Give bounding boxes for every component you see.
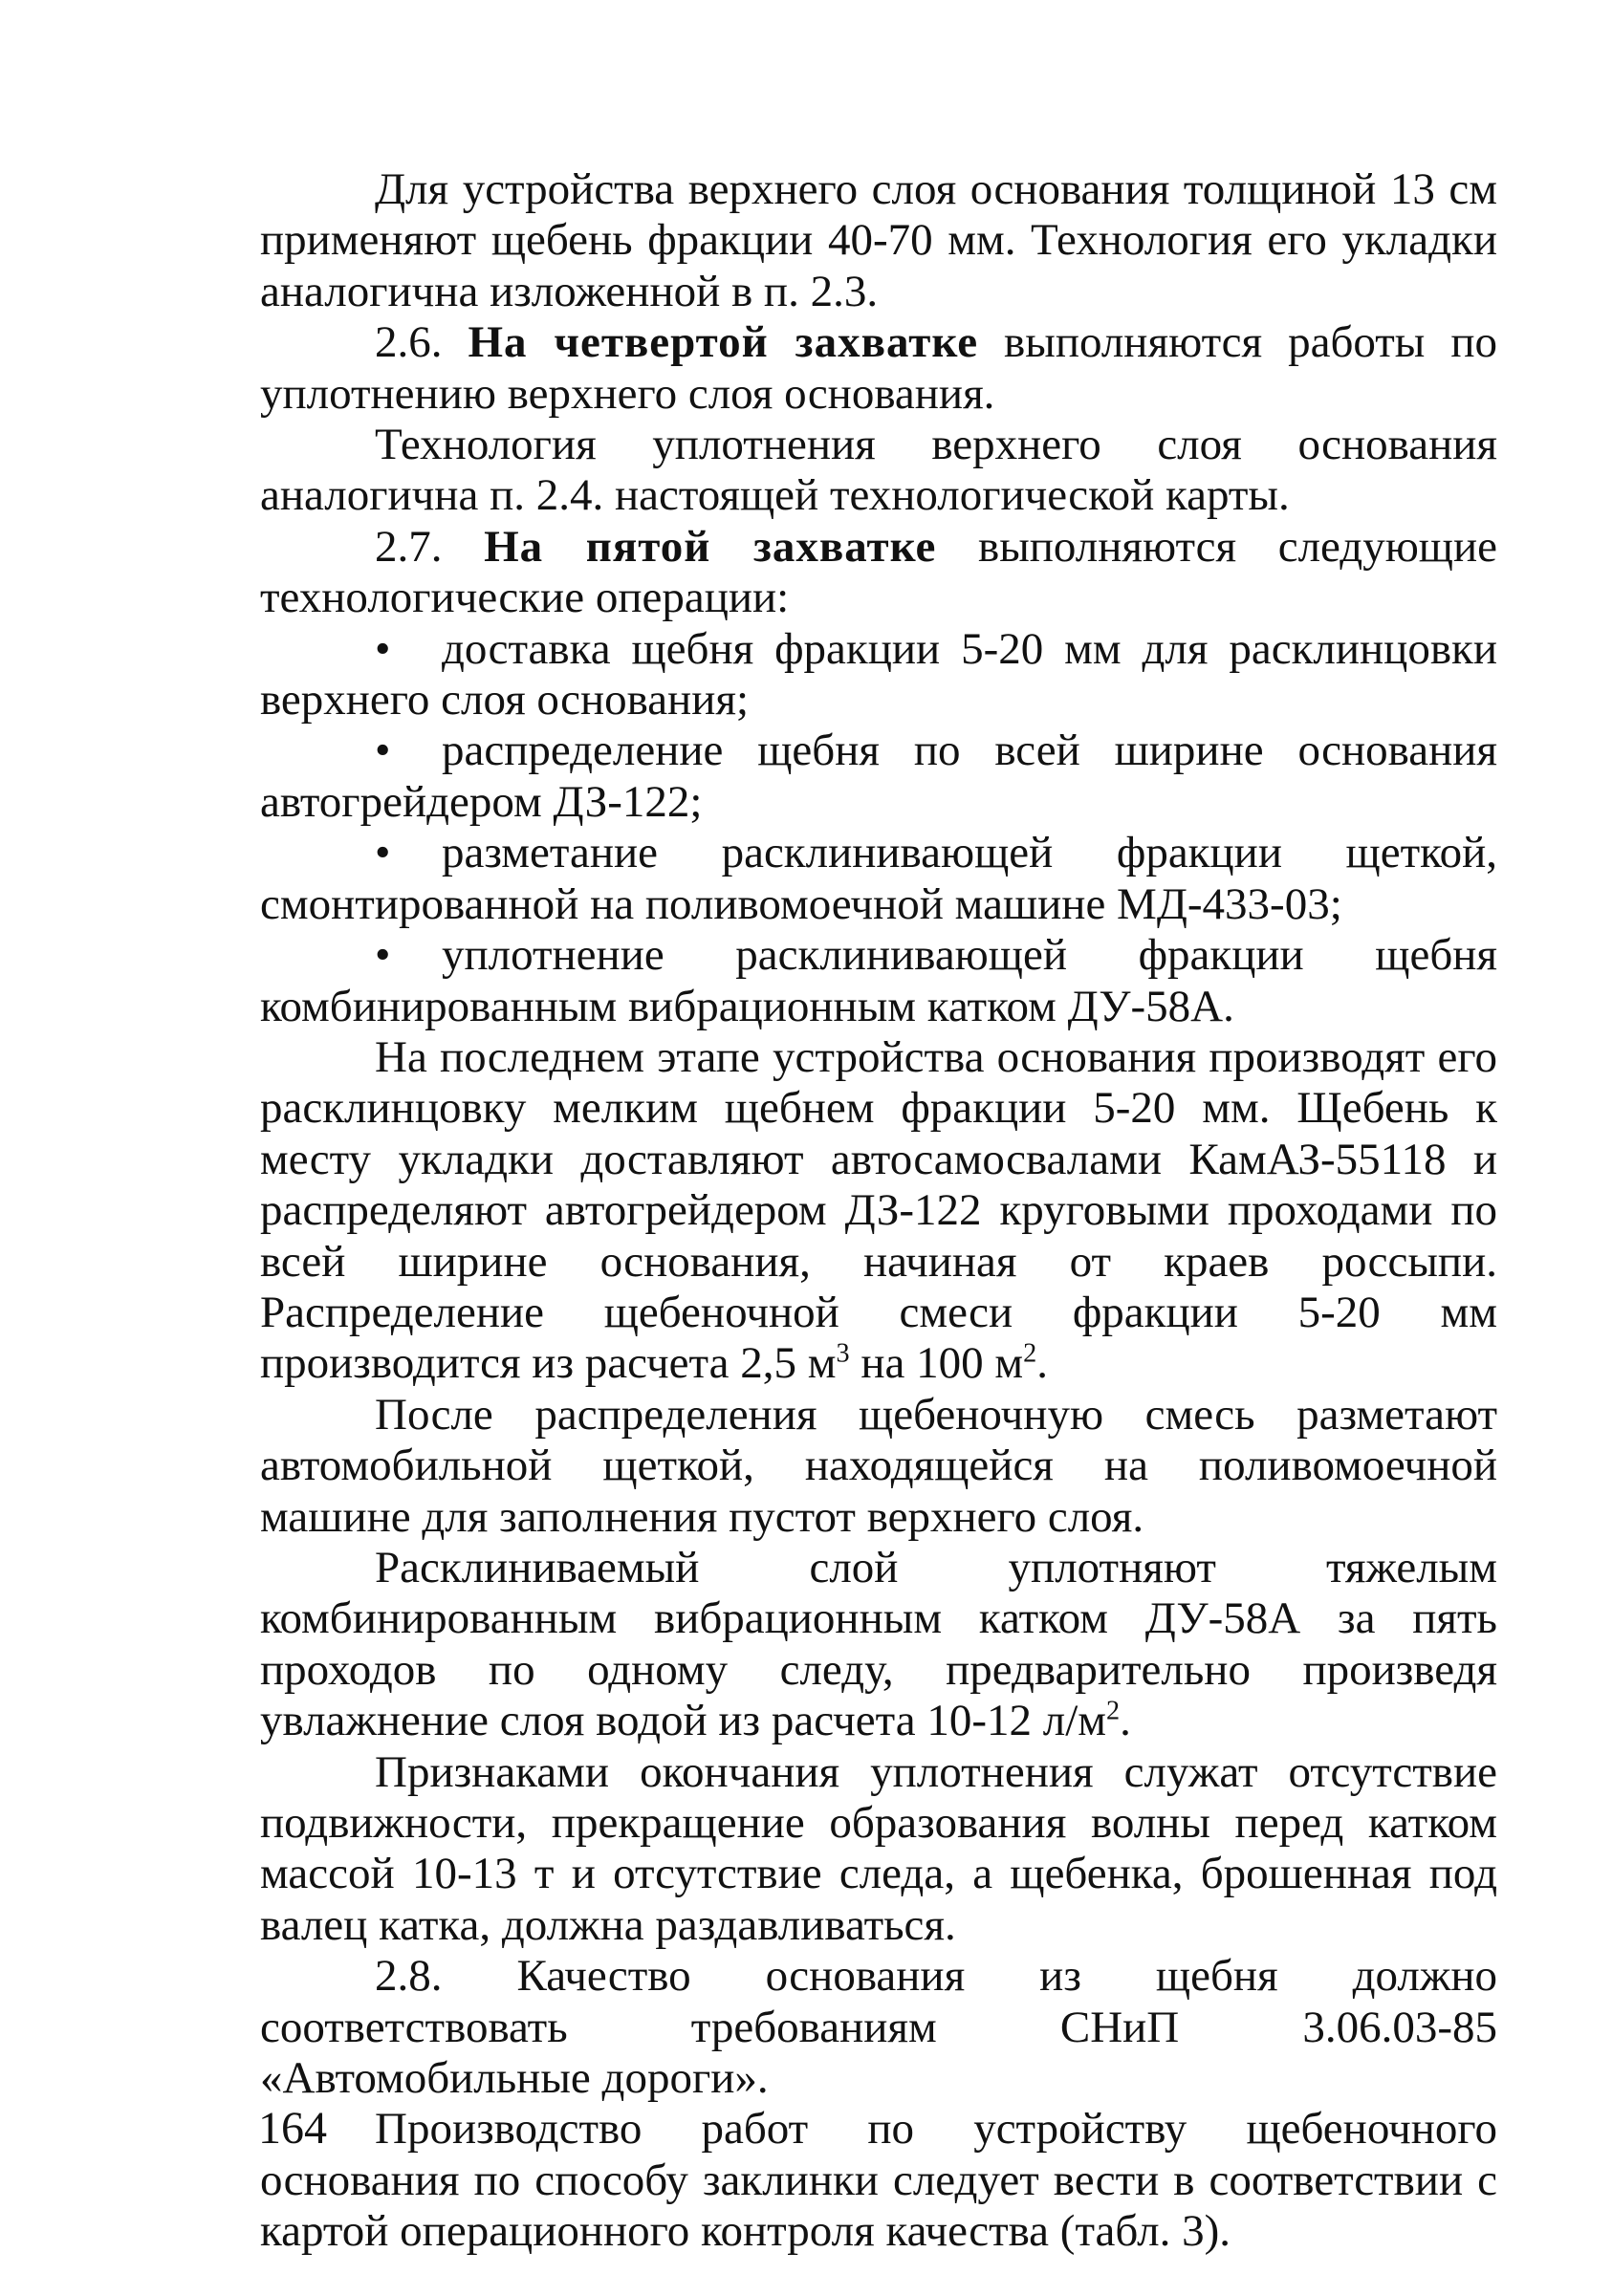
paragraph-text: на 100 м [849, 1338, 1024, 1389]
superscript: 2 [1023, 1338, 1037, 1369]
list-item-text: уплотнение расклинивающей фракции щебня комбинированным вибрационным катком ДУ-58А. [260, 930, 1497, 1031]
paragraph-upper-layer: Для устройства верхнего слоя основания толщиной 13 см применяют щебень фракции 40-70 мм. Технология его укладки аналогична изложенной в п. 2.3. [260, 164, 1497, 316]
list-item [260, 930, 1497, 1032]
list-item [260, 726, 1497, 828]
list-item [260, 624, 1497, 726]
superscript: 3 [836, 1338, 850, 1369]
section-number: 2.6. [375, 317, 443, 368]
section-number: 2.7. [375, 521, 443, 572]
paragraph-text: выполняются следующие технологические операции: [260, 521, 1498, 623]
paragraph-section-2-8: 2.8. Качество основания из щебня должно соответствовать требованиям СНиП 3.06.03-85 «Автомобильные дороги». [260, 1951, 1497, 2104]
list-item-text: разметание расклинивающей фракции щеткой, смонтированной на поливомоечной машине МД-433-03; [260, 828, 1497, 929]
bold-heading: На четвертой захватке [468, 317, 979, 368]
bullet-icon: • [375, 930, 391, 981]
bullet-icon: • [375, 623, 391, 674]
bold-heading: На пятой захватке [484, 521, 937, 572]
list-item-text: доставка щебня фракции 5-20 мм для расклинцовки верхнего слоя основания; [260, 623, 1497, 726]
paragraph-text: . [1120, 1696, 1131, 1746]
paragraph-compaction-signs: Признаками окончания уплотнения служат отсутствие подвижности, прекращение образования волны перед катком массой 10-13 т и отсутствие следа, а щебенка, брошенная под валец катка, должна раздавливаться. [260, 1746, 1497, 1950]
page-number: 164 [258, 2103, 327, 2154]
paragraph-text: Расклиниваемый слой уплотняют тяжелым комбинированным вибрационным катком ДУ-58А за пять проходов по одному следу, предварительно произведя увлажнение слоя водой из расчета 10-12 л/м [260, 1542, 1497, 1746]
paragraph-text: На последнем этапе устройства основания производят его расклинцовку мелким щебнем фракции 5-20 мм. Щебень к месту укладки доставляют автосамосвалами КамАЗ-55118 и распределяют автогрейдером ДЗ-122 круговыми проходами по всей ширине основания, начиная от краев россыпи. Распределение щебеночной смеси фракции 5-20 мм производится из расчета 2,5 м [260, 1031, 1497, 1389]
paragraph-wedged-layer [260, 1543, 1497, 1747]
bullet-icon: • [375, 726, 391, 776]
page-body [260, 164, 1497, 2258]
list-item-text: распределение щебня по всей ширине основания автогрейдером ДЗ-122; [260, 726, 1497, 827]
paragraph-text: . [1036, 1338, 1048, 1389]
list-item [260, 828, 1497, 930]
paragraph-text: выполняются работы по уплотнению верхнего слоя основания. [260, 317, 1497, 419]
paragraph-quality-control: Производство работ по устройству щебеночного основания по способу заклинки следует вести в соответствии с картой операционного контроля качества (табл. 3). [260, 2104, 1497, 2257]
paragraph-after-distribution: После распределения щебеночную смесь разметают автомобильной щеткой, находящейся на поливомоечной машине для заполнения пустот верхнего слоя. [260, 1389, 1497, 1542]
paragraph-section-2-6 [260, 317, 1497, 420]
paragraph-section-2-7 [260, 522, 1497, 624]
bullet-icon: • [375, 828, 391, 878]
superscript: 2 [1106, 1696, 1121, 1726]
paragraph-compaction-technology: Технология уплотнения верхнего слоя основания аналогична п. 2.4. настоящей технологической карты. [260, 420, 1497, 521]
paragraph-final-stage [260, 1032, 1497, 1390]
